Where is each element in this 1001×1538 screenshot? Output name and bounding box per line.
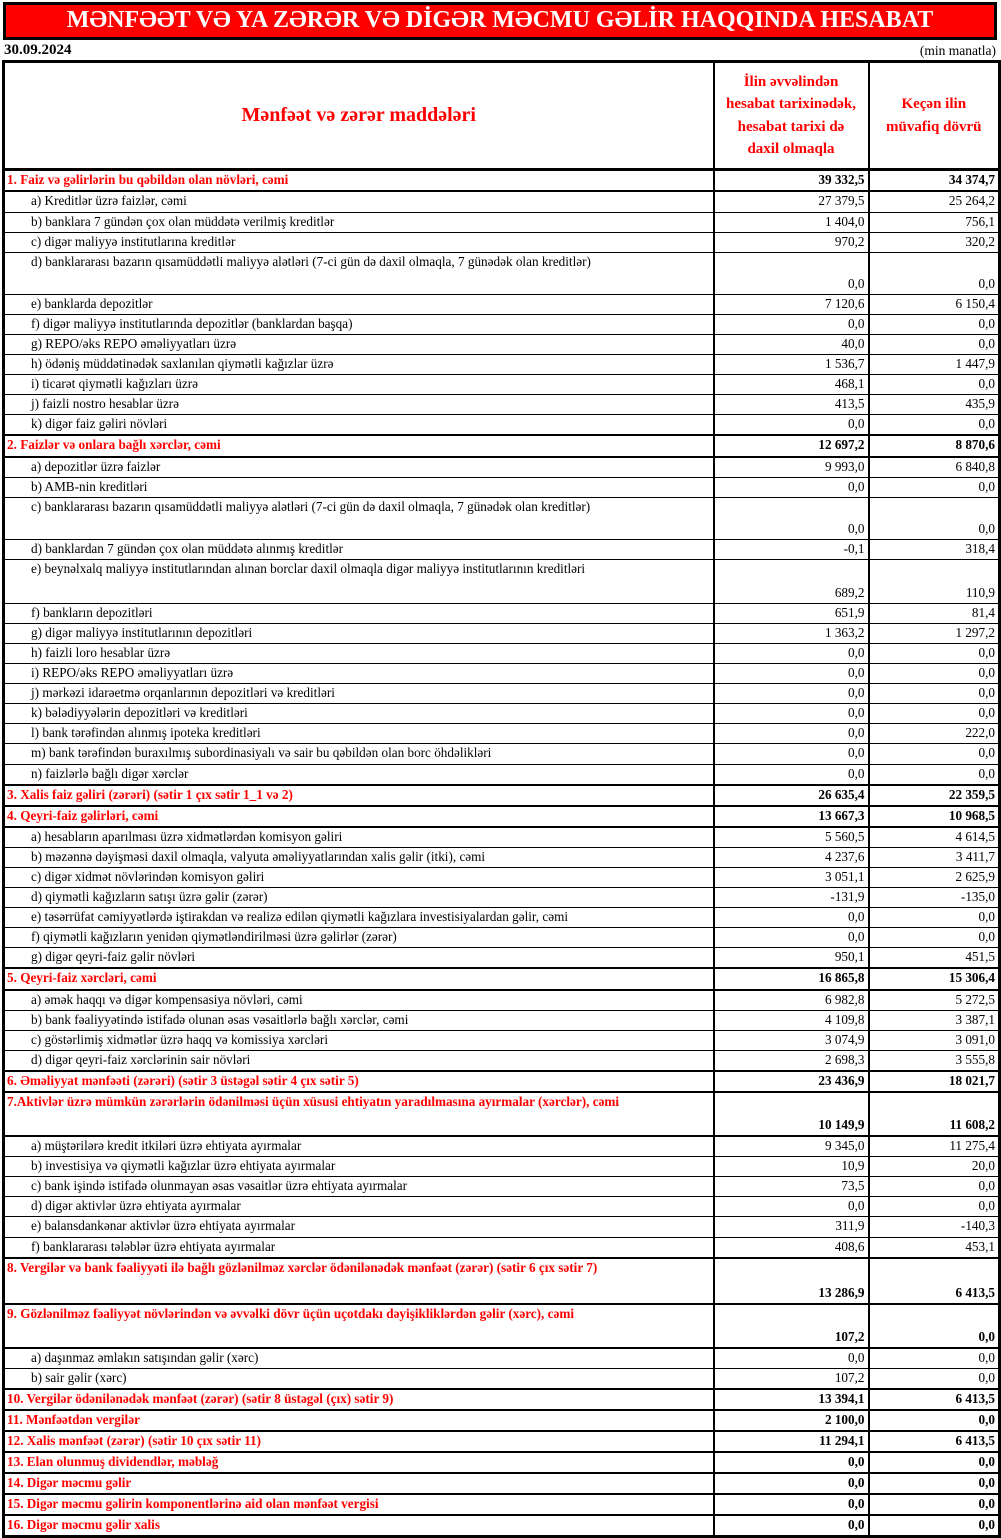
- row-value-previous: 81,4: [869, 603, 1000, 623]
- row-value-current: 3 074,9: [714, 1030, 869, 1050]
- row-label: d) banklardan 7 gündən çox olan müddətə alınmış kreditlər: [4, 539, 714, 559]
- row-value-previous: 0,0: [869, 928, 1000, 948]
- row-label: 7.Aktivlər üzrə mümkün zərərlərin ödənilməsi üçün xüsusi ehtiyatın yaradılmasına ayırmalar (xərclər), cəmi: [4, 1092, 714, 1136]
- row-label: 14. Digər məcmu gəlir: [4, 1473, 714, 1494]
- table-row: [4, 334, 1000, 354]
- row-value-previous: 34 374,7: [869, 170, 1000, 192]
- row-value-previous: 0,0: [869, 1368, 1000, 1389]
- row-label: 3. Xalis faiz gəliri (zərəri) (sətir 1 çıx sətir 1_1 və 2): [4, 785, 714, 806]
- row-value-previous: 3 555,8: [869, 1050, 1000, 1071]
- row-label: h) ödəniş müddətinədək saxlanılan qiymətli kağızlar üzrə: [4, 355, 714, 375]
- income-statement-table: [2, 60, 1001, 1538]
- row-label: e) beynəlxalq maliyyə institutlarından alınan borclar daxil olmaqla digər maliyyə institutlarının kreditləri: [4, 559, 714, 603]
- row-label: 4. Qeyri-faiz gəlirləri, cəmi: [4, 806, 714, 827]
- row-label: e) təsərrüfat cəmiyyətlərdə iştirakdan və realizə edilən qiymətli kağızlara investisiyalardan gəlir, cəmi: [4, 908, 714, 928]
- row-label: 2. Faizlər və onlara bağlı xərclər, cəmi: [4, 435, 714, 456]
- row-value-current: 107,2: [714, 1368, 869, 1389]
- table-row: [4, 643, 1000, 663]
- row-value-current: 0,0: [714, 314, 869, 334]
- row-value-current: 689,2: [714, 559, 869, 603]
- row-value-previous: 4 614,5: [869, 827, 1000, 848]
- row-value-current: 9 993,0: [714, 457, 869, 478]
- table-row: [4, 1217, 1000, 1237]
- table-row: [4, 1050, 1000, 1071]
- row-value-previous: 0,0: [869, 643, 1000, 663]
- row-label: g) digər qeyri-faiz gəlir növləri: [4, 948, 714, 969]
- table-row: [4, 395, 1000, 415]
- table-row: [4, 1237, 1000, 1258]
- row-value-previous: 0,0: [869, 1515, 1000, 1537]
- row-label: h) faizli loro hesablar üzrə: [4, 643, 714, 663]
- row-label: d) digər qeyri-faiz xərclərinin sair növləri: [4, 1050, 714, 1071]
- table-row: [4, 704, 1000, 724]
- table-row: [4, 252, 1000, 294]
- row-value-previous: 451,5: [869, 948, 1000, 969]
- row-value-previous: 22 359,5: [869, 785, 1000, 806]
- row-value-previous: 0,0: [869, 415, 1000, 436]
- row-value-current: 0,0: [714, 704, 869, 724]
- table-row: [4, 415, 1000, 436]
- row-value-previous: 3 411,7: [869, 847, 1000, 867]
- row-value-previous: 0,0: [869, 744, 1000, 764]
- table-row: [4, 375, 1000, 395]
- row-label: g) digər maliyyə institutlarının depozitləri: [4, 623, 714, 643]
- table-row: [4, 559, 1000, 603]
- table-row: [4, 868, 1000, 888]
- row-value-previous: 11 608,2: [869, 1092, 1000, 1136]
- row-value-previous: 1 447,9: [869, 355, 1000, 375]
- row-value-previous: 453,1: [869, 1237, 1000, 1258]
- row-value-current: 107,2: [714, 1304, 869, 1348]
- row-value-current: 0,0: [714, 724, 869, 744]
- row-value-previous: 0,0: [869, 764, 1000, 785]
- row-label: 5. Qeyri-faiz xərcləri, cəmi: [4, 968, 714, 989]
- row-value-current: 10,9: [714, 1157, 869, 1177]
- row-label: e) balansdankənar aktivlər üzrə ehtiyata ayırmalar: [4, 1217, 714, 1237]
- row-value-previous: 0,0: [869, 684, 1000, 704]
- row-label: b) banklara 7 gündən çox olan müddətə verilmiş kreditlər: [4, 212, 714, 232]
- table-row: [4, 1515, 1000, 1537]
- row-value-current: 0,0: [714, 684, 869, 704]
- row-value-current: 0,0: [714, 1473, 869, 1494]
- row-label: a) hesabların aparılması üzrə xidmətlərdən komisyon gəliri: [4, 827, 714, 848]
- row-value-current: 13 286,9: [714, 1258, 869, 1304]
- table-row: [4, 539, 1000, 559]
- table-row: [4, 232, 1000, 252]
- row-label: k) bələdiyyələrin depozitləri və kreditləri: [4, 704, 714, 724]
- row-value-current: 0,0: [714, 928, 869, 948]
- table-row: [4, 684, 1000, 704]
- row-label: n) faizlərlə bağlı digər xərclər: [4, 764, 714, 785]
- row-value-current: 5 560,5: [714, 827, 869, 848]
- row-value-previous: 25 264,2: [869, 191, 1000, 212]
- row-value-current: 39 332,5: [714, 170, 869, 192]
- row-label: k) digər faiz gəliri növləri: [4, 415, 714, 436]
- row-label: b) məzənnə dəyişməsi daxil olmaqla, valyuta əməliyyatlarından xalis gəlir (itki), cəmi: [4, 847, 714, 867]
- row-value-previous: 0,0: [869, 1177, 1000, 1197]
- row-label: c) bank işində istifadə olunmayan əsas vəsaitlər üzrə ehtiyata ayırmalar: [4, 1177, 714, 1197]
- row-value-previous: 15 306,4: [869, 968, 1000, 989]
- row-value-previous: 3 387,1: [869, 1010, 1000, 1030]
- row-value-current: 2 698,3: [714, 1050, 869, 1071]
- row-label: f) banklararası tələblər üzrə ehtiyata ayırmalar: [4, 1237, 714, 1258]
- row-value-current: 0,0: [714, 1348, 869, 1369]
- row-value-current: 0,0: [714, 1197, 869, 1217]
- row-value-previous: 0,0: [869, 704, 1000, 724]
- row-value-previous: 0,0: [869, 1452, 1000, 1473]
- row-value-previous: 0,0: [869, 334, 1000, 354]
- row-value-current: 2 100,0: [714, 1410, 869, 1431]
- row-value-current: 6 982,8: [714, 990, 869, 1011]
- table-row: [4, 170, 1000, 192]
- row-value-current: 16 865,8: [714, 968, 869, 989]
- table-row: [4, 1304, 1000, 1348]
- table-row: [4, 744, 1000, 764]
- row-label: b) AMB-nin kreditləri: [4, 477, 714, 497]
- report-meta-row: [0, 40, 1000, 60]
- row-value-previous: 6 840,8: [869, 457, 1000, 478]
- row-label: d) digər aktivlər üzrə ehtiyata ayırmalar: [4, 1197, 714, 1217]
- row-value-previous: 756,1: [869, 212, 1000, 232]
- row-value-current: 0,0: [714, 477, 869, 497]
- table-row: [4, 1389, 1000, 1410]
- table-row: [4, 1092, 1000, 1136]
- table-row: [4, 355, 1000, 375]
- row-label: c) göstərlimiş xidmətlər üzrə haqq və komissiya xərcləri: [4, 1030, 714, 1050]
- table-row: [4, 764, 1000, 785]
- row-value-previous: 0,0: [869, 1197, 1000, 1217]
- row-value-current: -0,1: [714, 539, 869, 559]
- row-label: i) REPO/əks REPO əməliyyatları üzrə: [4, 664, 714, 684]
- row-label: c) digər xidmət növlərindən komisyon gəliri: [4, 868, 714, 888]
- row-value-current: 4 109,8: [714, 1010, 869, 1030]
- table-header: [4, 62, 1000, 170]
- row-label: 6. Əməliyyat mənfəəti (zərəri) (sətir 3 üstəgəl sətir 4 çıx sətir 5): [4, 1071, 714, 1092]
- table-row: [4, 1368, 1000, 1389]
- row-value-current: 4 237,6: [714, 847, 869, 867]
- row-label: a) əmək haqqı və digər kompensasiya növləri, cəmi: [4, 990, 714, 1011]
- row-value-current: 40,0: [714, 334, 869, 354]
- row-label: f) bankların depozitləri: [4, 603, 714, 623]
- row-value-current: -131,9: [714, 888, 869, 908]
- row-value-current: 0,0: [714, 497, 869, 539]
- table-row: [4, 1071, 1000, 1092]
- row-label: j) faizli nostro hesablar üzrə: [4, 395, 714, 415]
- row-value-current: 26 635,4: [714, 785, 869, 806]
- row-value-current: 468,1: [714, 375, 869, 395]
- row-label: a) müştərilərə kredit itkiləri üzrə ehtiyata ayırmalar: [4, 1136, 714, 1157]
- row-label: f) digər maliyyə institutlarında depozitlər (banklardan başqa): [4, 314, 714, 334]
- row-value-previous: 0,0: [869, 1304, 1000, 1348]
- table-row: [4, 806, 1000, 827]
- row-value-previous: 6 413,5: [869, 1258, 1000, 1304]
- row-label: 9. Gözlənilməz fəaliyyət növlərindən və əvvəlki dövr üçün uçotdakı dəyişikliklərdən gəlir (xərc), cəmi: [4, 1304, 714, 1348]
- table-row: [4, 1473, 1000, 1494]
- row-label: d) qiymətli kağızların satışı üzrə gəlir (zərər): [4, 888, 714, 908]
- row-label: a) depozitlər üzrə faizlər: [4, 457, 714, 478]
- row-label: 13. Elan olunmuş dividendlər, məbləğ: [4, 1452, 714, 1473]
- row-value-current: 7 120,6: [714, 294, 869, 314]
- row-label: 12. Xalis mənfəət (zərər) (sətir 10 çıx sətir 11): [4, 1431, 714, 1452]
- row-value-previous: 0,0: [869, 1410, 1000, 1431]
- table-row: [4, 1431, 1000, 1452]
- column-header-items: Mənfəət və zərər maddələri: [4, 62, 714, 170]
- row-label: a) Kreditlər üzrə faizlər, cəmi: [4, 191, 714, 212]
- table-row: [4, 724, 1000, 744]
- column-header-previous-period: Keçən ilin müvafiq dövrü: [869, 62, 1000, 170]
- table-row: [4, 435, 1000, 456]
- row-label: g) REPO/əks REPO əməliyyatları üzrə: [4, 334, 714, 354]
- table-row: [4, 1177, 1000, 1197]
- row-label: e) banklarda depozitlər: [4, 294, 714, 314]
- row-value-current: 9 345,0: [714, 1136, 869, 1157]
- row-label: 10. Vergilər ödənilənədək mənfəət (zərər) (sətir 8 üstəgəl (çıx) sətir 9): [4, 1389, 714, 1410]
- row-label: l) bank tərəfindən alınmış ipoteka kreditləri: [4, 724, 714, 744]
- table-row: [4, 928, 1000, 948]
- row-value-current: 0,0: [714, 1515, 869, 1537]
- row-label: i) ticarət qiymətli kağızları üzrə: [4, 375, 714, 395]
- row-value-previous: 18 021,7: [869, 1071, 1000, 1092]
- row-label: f) qiymətli kağızların yenidən qiymətləndirilməsi üzrə gəlirlər (zərər): [4, 928, 714, 948]
- row-value-previous: 5 272,5: [869, 990, 1000, 1011]
- table-row: [4, 1348, 1000, 1369]
- table-row: [4, 1157, 1000, 1177]
- row-value-previous: 320,2: [869, 232, 1000, 252]
- row-value-current: 73,5: [714, 1177, 869, 1197]
- row-label: j) mərkəzi idarəetmə orqanlarının depozitləri və kreditləri: [4, 684, 714, 704]
- row-label: c) digər maliyyə institutlarına kreditlər: [4, 232, 714, 252]
- table-row: [4, 664, 1000, 684]
- row-value-previous: 0,0: [869, 497, 1000, 539]
- row-value-current: 0,0: [714, 664, 869, 684]
- row-label: b) bank fəaliyyətində istifadə olunan əsas vəsaitlərlə bağlı xərclər, cəmi: [4, 1010, 714, 1030]
- row-value-current: 1 536,7: [714, 355, 869, 375]
- table-row: [4, 294, 1000, 314]
- report-title-banner: [3, 2, 997, 40]
- table-body: [4, 170, 1000, 1537]
- row-label: 1. Faiz və gəlirlərin bu qəbildən olan növləri, cəmi: [4, 170, 714, 192]
- table-row: [4, 1197, 1000, 1217]
- row-label: d) banklararası bazarın qısamüddətli maliyyə alətləri (7-ci gün də daxil olmaqla, 7 günədək olan kreditlər): [4, 252, 714, 294]
- row-value-current: 3 051,1: [714, 868, 869, 888]
- row-label: b) investisiya və qiymətli kağızlar üzrə ehtiyata ayırmalar: [4, 1157, 714, 1177]
- row-value-current: 970,2: [714, 232, 869, 252]
- row-value-current: 0,0: [714, 908, 869, 928]
- table-row: [4, 847, 1000, 867]
- table-row: [4, 1010, 1000, 1030]
- table-row: [4, 1136, 1000, 1157]
- column-header-current-period: İlin əvvəlindən hesabat tarixinədək, hesabat tarixi də daxil olmaqla: [714, 62, 869, 170]
- table-row: [4, 457, 1000, 478]
- report-title: MƏNFƏƏT VƏ YA ZƏRƏR VƏ DİGƏR MƏCMU GƏLİR HAQQINDA HESABAT: [66, 7, 934, 33]
- row-value-current: 13 394,1: [714, 1389, 869, 1410]
- table-row: [4, 1258, 1000, 1304]
- row-value-previous: 1 297,2: [869, 623, 1000, 643]
- row-value-previous: 0,0: [869, 664, 1000, 684]
- row-label: 11. Mənfəətdən vergilər: [4, 1410, 714, 1431]
- table-row: [4, 888, 1000, 908]
- row-value-current: 0,0: [714, 415, 869, 436]
- row-value-previous: 318,4: [869, 539, 1000, 559]
- table-row: [4, 497, 1000, 539]
- table-row: [4, 827, 1000, 848]
- row-value-current: 408,6: [714, 1237, 869, 1258]
- row-value-previous: 110,9: [869, 559, 1000, 603]
- row-value-previous: 0,0: [869, 1348, 1000, 1369]
- row-value-previous: 0,0: [869, 477, 1000, 497]
- row-value-current: 0,0: [714, 643, 869, 663]
- row-value-current: 0,0: [714, 1494, 869, 1515]
- row-value-current: 1 363,2: [714, 623, 869, 643]
- row-value-previous: 0,0: [869, 908, 1000, 928]
- row-value-previous: 6 413,5: [869, 1389, 1000, 1410]
- table-row: [4, 908, 1000, 928]
- table-row: [4, 191, 1000, 212]
- table-row: [4, 212, 1000, 232]
- row-value-current: 0,0: [714, 744, 869, 764]
- row-value-previous: 3 091,0: [869, 1030, 1000, 1050]
- table-row: [4, 968, 1000, 989]
- table-row: [4, 477, 1000, 497]
- row-label: m) bank tərəfindən buraxılmış subordinasiyalı və sair bu qəbildən olan borc öhdəlikləri: [4, 744, 714, 764]
- table-row: [4, 948, 1000, 969]
- table-row: [4, 603, 1000, 623]
- row-value-current: 0,0: [714, 252, 869, 294]
- row-label: b) sair gəlir (xərc): [4, 1368, 714, 1389]
- row-value-previous: 10 968,5: [869, 806, 1000, 827]
- row-value-current: 11 294,1: [714, 1431, 869, 1452]
- row-value-previous: 6 413,5: [869, 1431, 1000, 1452]
- row-value-current: 27 379,5: [714, 191, 869, 212]
- row-value-previous: 435,9: [869, 395, 1000, 415]
- row-value-previous: 20,0: [869, 1157, 1000, 1177]
- row-value-current: 12 697,2: [714, 435, 869, 456]
- row-value-current: 651,9: [714, 603, 869, 623]
- row-value-current: 23 436,9: [714, 1071, 869, 1092]
- row-label: c) banklararası bazarın qısamüddətli maliyyə alətləri (7-ci gün də daxil olmaqla, 7 günədək olan kreditlər): [4, 497, 714, 539]
- row-label: a) daşınmaz əmlakın satışından gəlir (xərc): [4, 1348, 714, 1369]
- report-date: 30.09.2024: [4, 42, 72, 59]
- table-row: [4, 1452, 1000, 1473]
- unit-note: (min manatla): [919, 43, 996, 59]
- table-row: [4, 990, 1000, 1011]
- row-value-previous: 0,0: [869, 1473, 1000, 1494]
- row-value-previous: 8 870,6: [869, 435, 1000, 456]
- row-label: 16. Digər məcmu gəlir xalis: [4, 1515, 714, 1537]
- row-value-previous: 0,0: [869, 252, 1000, 294]
- row-value-current: 950,1: [714, 948, 869, 969]
- row-value-previous: -135,0: [869, 888, 1000, 908]
- table-row: [4, 1494, 1000, 1515]
- table-row: [4, 314, 1000, 334]
- row-value-previous: 0,0: [869, 314, 1000, 334]
- row-value-current: 1 404,0: [714, 212, 869, 232]
- row-value-previous: -140,3: [869, 1217, 1000, 1237]
- table-row: [4, 623, 1000, 643]
- row-label: 15. Digər məcmu gəlirin komponentlərinə aid olan mənfəət vergisi: [4, 1494, 714, 1515]
- row-value-current: 0,0: [714, 1452, 869, 1473]
- row-value-current: 10 149,9: [714, 1092, 869, 1136]
- row-value-previous: 222,0: [869, 724, 1000, 744]
- row-value-current: 13 667,3: [714, 806, 869, 827]
- table-row: [4, 1030, 1000, 1050]
- row-label: 8. Vergilər və bank fəaliyyəti ilə bağlı gözlənilməz xərclər ödənilənədək mənfəət (zərər) (sətir 6 çıx sətir 7): [4, 1258, 714, 1304]
- row-value-current: 0,0: [714, 764, 869, 785]
- row-value-previous: 0,0: [869, 1494, 1000, 1515]
- table-row: [4, 785, 1000, 806]
- row-value-previous: 11 275,4: [869, 1136, 1000, 1157]
- table-row: [4, 1410, 1000, 1431]
- row-value-previous: 2 625,9: [869, 868, 1000, 888]
- row-value-previous: 0,0: [869, 375, 1000, 395]
- row-value-current: 413,5: [714, 395, 869, 415]
- row-value-previous: 6 150,4: [869, 294, 1000, 314]
- row-value-current: 311,9: [714, 1217, 869, 1237]
